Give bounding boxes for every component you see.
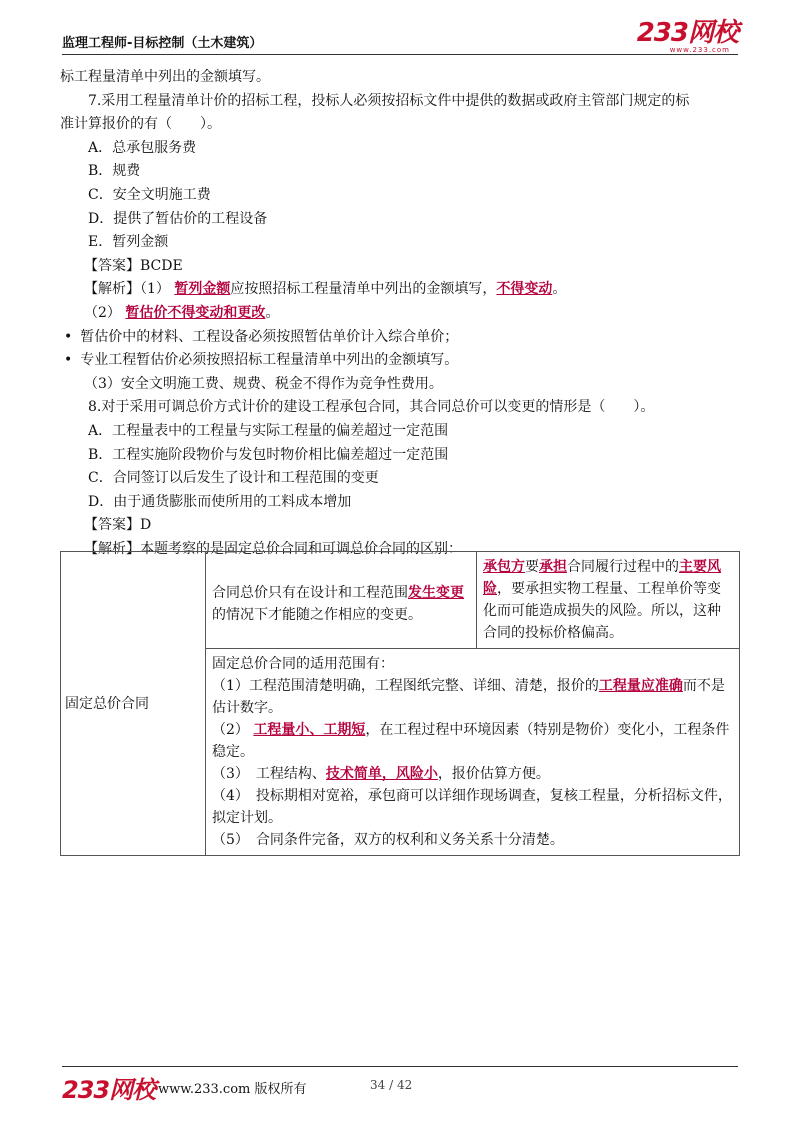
option-b: B．工程实施阶段物价与发包时物价相比偏差超过一定范围 bbox=[88, 446, 449, 463]
page-content bbox=[60, 66, 740, 561]
cell-span: （3） 工程结构、 bbox=[212, 766, 326, 782]
option-d: D．提供了暂估价的工程设备 bbox=[88, 210, 268, 227]
question-8-stem: 8.对于采用可调总价方式计价的建设工程承包合同，其合同总价可以变更的情形是（ ）。 bbox=[88, 399, 655, 416]
highlight: 工程量应准确 bbox=[598, 678, 683, 694]
option-a: A．工程量表中的工程量与实际工程量的偏差超过一定范围 bbox=[88, 422, 449, 439]
option-e: E．暂列金额 bbox=[88, 234, 169, 251]
question-7-stem: 7.采用工程量清单计价的招标工程，投标人必须按招标文件中提供的数据或政府主管部门规定的标 bbox=[88, 92, 690, 109]
scope-item-4: （4） 投标期相对宽裕，承包商可以详细作现场调查，复核工程量，分析招标文件，拟定计划。 bbox=[212, 788, 732, 826]
scope-item-5: （5） 合同条件完备，双方的权利和义务关系十分清楚。 bbox=[212, 832, 564, 848]
explanation-7-2 bbox=[60, 302, 740, 326]
highlight: 暂估价不得变动和更改 bbox=[125, 304, 266, 321]
header-title: 监理工程师-目标控制（土木建筑） bbox=[62, 36, 263, 51]
cell-span: ，要承担实物工程量、工程单价等变化而可能造成损失的风险。所以，这种合同的投标价格偏高。 bbox=[483, 581, 721, 641]
cell-text bbox=[206, 552, 476, 630]
highlight: 暂列金额 bbox=[174, 281, 231, 298]
bullet-item: • 暂估价中的材料、工程设备必须按照暂估单价计入综合单价； bbox=[60, 326, 740, 350]
highlight: 承包方 bbox=[483, 559, 525, 575]
page-number: 34 / 42 bbox=[370, 1078, 413, 1092]
highlight: 承担 bbox=[539, 559, 567, 575]
exp-text: 【解析】（1） bbox=[84, 281, 170, 298]
highlight: 主要风险 bbox=[483, 559, 721, 597]
scope-item-3 bbox=[212, 763, 733, 785]
option-a: A．总承包服务费 bbox=[88, 139, 197, 156]
answer-8: 【答案】D bbox=[84, 517, 152, 534]
option-c: C．安全文明施工费 bbox=[88, 186, 211, 203]
exp-text: 。 bbox=[552, 281, 567, 298]
explanation-7-1 bbox=[60, 278, 740, 302]
scope-item-2 bbox=[212, 719, 733, 763]
scope-item-1 bbox=[212, 675, 733, 719]
text-line: 标工程量清单中列出的金额填写。 bbox=[60, 69, 270, 85]
option-c: C．合同签订以后发生了设计和工程范围的变更 bbox=[88, 470, 379, 487]
bullet-item: • 专业工程暂估价必须按照招标工程量清单中列出的金额填写。 bbox=[60, 349, 740, 373]
scope-title: 固定总价合同的适用范围有： bbox=[212, 656, 394, 672]
table-cell bbox=[477, 552, 740, 649]
footer-copyright: www.233.com 版权所有 bbox=[158, 1082, 307, 1097]
highlight: 发生变更 bbox=[408, 585, 464, 601]
cell-span: 要 bbox=[525, 559, 539, 575]
exp-text: （2） bbox=[84, 304, 121, 321]
answer-7: 【答案】BCDE bbox=[84, 257, 183, 274]
cell-span: ，在工程过程中环境因素（特别是物价）变化小，工程条件稳定。 bbox=[212, 722, 730, 760]
highlight: 不得变动 bbox=[496, 281, 553, 298]
cell-span: ，报价估算方便。 bbox=[437, 766, 550, 782]
exp-text: 。 bbox=[265, 304, 280, 321]
cell-span: 的情况下才能随之作相应的变更。 bbox=[212, 607, 422, 623]
highlight: 技术简单，风险小 bbox=[325, 766, 438, 782]
explanation-7-3: （3）安全文明施工费、规费、税金不得作为竞争性费用。 bbox=[84, 375, 443, 392]
cell-span: （2） bbox=[212, 722, 249, 738]
scope-list bbox=[206, 649, 739, 855]
cell-span: 而不是估计数字。 bbox=[212, 678, 725, 716]
cell-text bbox=[477, 552, 739, 648]
cell-span: （1）工程范围清楚明确，工程图纸完整、详细、清楚，报价的 bbox=[212, 678, 599, 694]
brand-logo bbox=[618, 20, 738, 54]
question-7-stem-cont: 准计算报价的有（ ）。 bbox=[60, 116, 221, 133]
row-header: 固定总价合同 bbox=[61, 552, 206, 856]
option-d: D．由于通货膨胀而使所用的工料成本增加 bbox=[88, 493, 352, 510]
footer-logo: 233网校 bbox=[62, 1076, 156, 1104]
exp-text: 应按照招标工程量清单中列出的金额填写， bbox=[230, 281, 497, 298]
option-b: B．规费 bbox=[88, 163, 141, 180]
cell-span: 合同总价只有在设计和工程范围 bbox=[212, 585, 408, 601]
table-cell bbox=[206, 649, 740, 856]
comparison-table bbox=[60, 551, 740, 856]
footer-divider bbox=[62, 1066, 738, 1067]
table-cell bbox=[206, 552, 477, 649]
logo-text: 233网校 bbox=[636, 18, 738, 48]
explanation-8: 【解析】本题考察的是固定总价合同和可调总价合同的区别： bbox=[84, 540, 462, 557]
cell-span: 合同履行过程中的 bbox=[567, 559, 679, 575]
logo-url: www.233.com bbox=[669, 46, 730, 54]
highlight: 工程量小、工期短 bbox=[253, 722, 366, 738]
header-divider bbox=[62, 54, 738, 55]
